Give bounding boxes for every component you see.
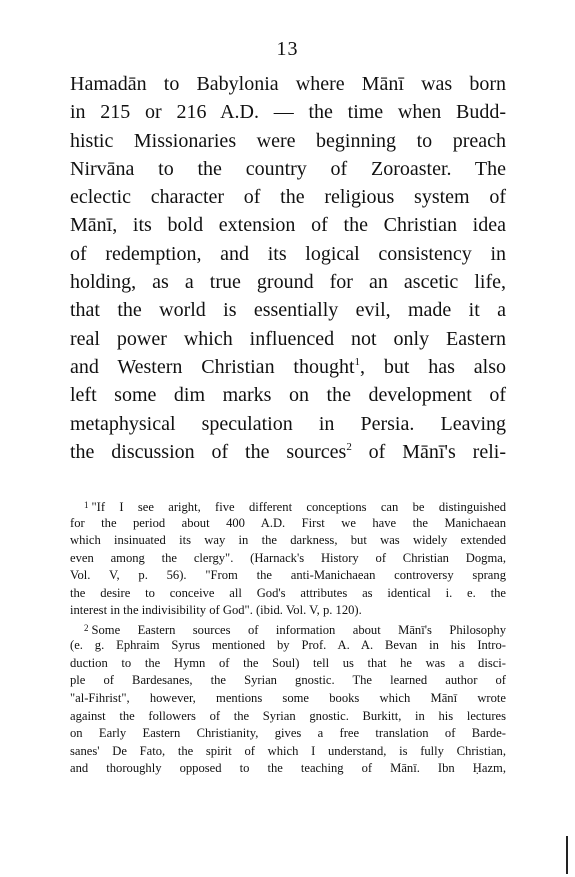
main-text bbox=[70, 70, 506, 466]
footnote-1-mark: 1 bbox=[84, 500, 89, 510]
footnote-2 bbox=[70, 620, 506, 638]
footnote-line: for the period about 400 A.D. First we have the Manichaean bbox=[70, 515, 506, 530]
footnote-line: interest in the indivisibility of God". (ibid. Vol. V, p. 120). bbox=[70, 603, 362, 618]
page-number: 13 bbox=[276, 38, 299, 60]
footnote-line: and thoroughly opposed to the teaching of Mānī. Ibn Ḥazm, bbox=[70, 761, 506, 776]
footnote-line: the desire to conceive all God's attributes as identical i. e. the bbox=[70, 585, 506, 600]
footnote-line: "al-Fihrist", however, mentions some books which Mānī wrote bbox=[70, 691, 506, 706]
footnote-line: even among the clergy". (Harnack's History of Christian Dogma, bbox=[70, 550, 506, 565]
footnote-line: on Early Eastern Christianity, gives a free translation of Barde- bbox=[70, 726, 506, 741]
text-line: Mānī, its bold extension of the Christian idea bbox=[70, 214, 506, 237]
text-segment: the discussion of the sources bbox=[70, 440, 347, 463]
footnote-line: against the followers of the Syrian gnostic. Burkitt, in his lectures bbox=[70, 708, 506, 723]
footnote-line: Some Eastern sources of information about Mānī's Philosophy bbox=[91, 622, 506, 637]
footnote-line: which insinuated its way in the darkness, but was widely extended bbox=[70, 533, 506, 548]
text-line: of redemption, and its logical consistency in bbox=[70, 242, 506, 265]
text-line: histic Missionaries were beginning to preach bbox=[70, 129, 506, 152]
footnote-ref-1[interactable]: 1 bbox=[354, 355, 361, 368]
footnote-line: Vol. V, p. 56). "From the anti-Manichaean controversy sprang bbox=[70, 568, 506, 583]
text-line: eclectic character of the religious system of bbox=[70, 186, 506, 209]
text-line: that the world is essentially evil, made it a bbox=[70, 299, 506, 322]
footnote-line: "If I see aright, five different conceptions can be distinguished bbox=[91, 500, 506, 514]
footnote-line: (e. g. Ephraim Syrus mentioned by Prof. A. A. Bevan in his Intro- bbox=[70, 638, 506, 653]
text-segment: and Western Christian thought bbox=[70, 355, 355, 378]
text-line: holding, as a true ground for an ascetic life, bbox=[70, 271, 506, 294]
text-line: left some dim marks on the development of bbox=[70, 384, 506, 407]
text-line: metaphysical speculation in Persia. Leaving bbox=[70, 412, 506, 435]
text-line: real power which influenced not only Eastern bbox=[70, 327, 506, 350]
text-line: Nirvāna to the country of Zoroaster. The bbox=[70, 157, 506, 180]
footnote-line: ple of Bardesanes, the Syrian gnostic. The learned author of bbox=[70, 673, 506, 688]
text-line bbox=[70, 353, 506, 381]
footnotes bbox=[70, 497, 506, 778]
text-line bbox=[70, 438, 506, 466]
text-segment: , but has also bbox=[360, 355, 506, 378]
footnote-line: sanes' De Fato, the spirit of which I understand, is fully Christian, bbox=[70, 743, 506, 758]
text-line: in 215 or 216 A.D. — the time when Budd- bbox=[70, 101, 506, 124]
text-segment: of Mānī's reli- bbox=[351, 440, 506, 463]
footnote-line: duction to the Hymn of the Soul) tell us that he was a disci- bbox=[70, 655, 506, 670]
text-line: Hamadān to Babylonia where Mānī was born bbox=[70, 73, 506, 95]
footnote-1 bbox=[70, 497, 506, 515]
page-edge-mark bbox=[566, 836, 568, 874]
footnote-ref-2[interactable]: 2 bbox=[346, 440, 352, 453]
footnote-2-mark: 2 bbox=[84, 622, 89, 633]
